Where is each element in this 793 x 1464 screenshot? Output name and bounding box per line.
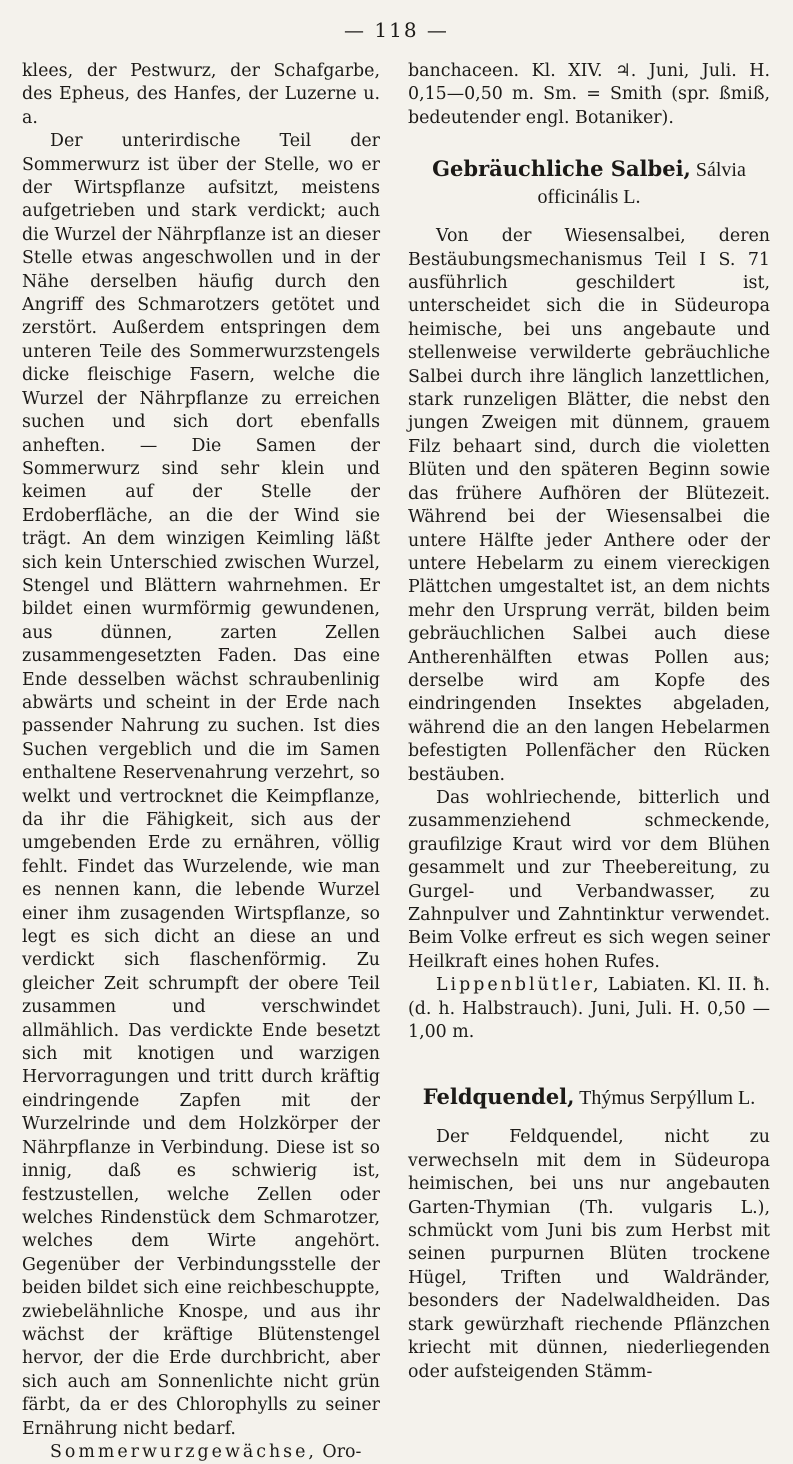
family-name-rest: Labiaten. Kl. II. ħ. (d. h. Halbstrauch). Juni, Juli. H. 0,50 — 1,00 m. — [408, 975, 770, 1043]
heading-latin: Sálvia officinális L. — [537, 159, 746, 209]
paragraph: Der Feldquendel, nicht zu verwechseln mit dem in Südeuropa heimischen, bei uns nur angebauten Garten-Thymian (Th. vulgaris L.), schmückt vom Juni bis zum Herbst mit seinen purpurnen Blüten trockene Hügel, Triften und Waldränder, besonders der Nadelwaldheiden. Das stark gewürzhaft riechende Pflänzchen kriecht mit dünnen, niederliegenden oder aufsteigenden Stämm- — [408, 1127, 770, 1382]
section-heading-feldquendel — [408, 1084, 770, 1112]
paragraph: Von der Wiesensalbei, deren Bestäubungsmechanismus Teil I S. 71 ausführlich geschildert ist, unterscheidet sich die in Südeuropa heimische, bei uns angebaute und stellenweise verwilderte gebräuchliche Salbei durch ihre länglich lanzettlichen, stark runzeligen Blätter, die nebst den jungen Zweigen mit dünnem, grauem Filz behaart sind, durch die violetten Blüten und den späteren Beginn sowie das frühere Aufhören der Blütezeit. Während bei der Wiesensalbei die untere Hälfte jeder Anthere oder der untere Hebelarm zu einem viereckigen Plättchen umgestaltet ist, an dem nichts mehr den Ursprung verrät, bilden beim gebräuchlichen Salbei auch diese Antherenhälften etwas Pollen aus; derselbe wird am Kopfe des eindringenden Insektes abgeladen, während die an den langen Hebelarmen befestigten Pollenfächer den Rücken bestäuben. — [408, 226, 770, 785]
right-column — [408, 60, 770, 1384]
heading-german: Gebräuchliche Salbei, — [432, 156, 691, 182]
heading-latin: Thýmus Serpýllum L. — [574, 1087, 756, 1110]
paragraph: klees, der Pestwurz, der Schafgarbe, des Epheus, des Hanfes, der Luzerne u. a. — [22, 61, 380, 128]
left-column — [22, 60, 380, 1464]
page-number: — 118 — — [344, 18, 449, 42]
paragraph — [22, 1441, 380, 1464]
heading-german: Feldquendel, — [422, 1084, 575, 1110]
family-name: Sommerwurzgewächse, — [50, 1441, 317, 1462]
paragraph: banchaceen. Kl. XIV. ♃. Juni, Juli. H. 0,15—0,50 m. Sm. = Smith (spr. ßmiß, bedeutender engl. Botaniker). — [408, 61, 770, 128]
paragraph — [408, 974, 770, 1044]
family-name: Lippenblütler, — [436, 975, 602, 996]
paragraph: Das wohlriechende, bitterlich und zusammenziehend schmeckende, graufilzige Kraut wird vor dem Blühen gesammelt und zur Theebereitung, zu Gurgel- und Verbandwasser, zu Zahnpulver und Zahntinktur verwendet. Beim Volke erfreut es sich wegen seiner Heilkraft eines hohen Rufes. — [408, 787, 770, 972]
paragraph: Der unterirdische Teil der Sommerwurz ist über der Stelle, wo er der Wirtspflanze aufsitzt, meistens aufgetrieben und stark verdickt; auch die Wurzel der Nährpflanze ist an dieser Stelle etwas angeschwollen und in der Nähe derselben häufig durch den Angriff des Schmarotzers getötet und zerstört. Außerdem entspringen dem unteren Teile des Sommerwurzstengels dicke fleischige Fasern, welche die Wurzel der Nährpflanze zu erreichen suchen und sich dort ebenfalls anheften. — Die Samen der Sommerwurz sind sehr klein und keimen auf der Stelle der Erdoberfläche, an die der Wind sie trägt. An dem winzigen Keimling läßt sich kein Unterschied zwischen Wurzel, Stengel und Blättern wahrnehmen. Er bildet einen wurmförmig gewundenen, aus dünnen, zarten Zellen zusammengesetzten Faden. Das eine Ende desselben wächst schraubenlinig abwärts und scheint in der Erde nach passender Nahrung zu suchen. Ist dies Suchen vergeblich und die im Samen enthaltene Reservenahrung verzehrt, so welkt und vertrocknet die Keimpflanze, da ihr die Fähigkeit, sich aus der umgebenden Erde zu ernähren, völlig fehlt. Findet das Wurzelende, wie man es nennen kann, die lebende Wurzel einer ihm zusagenden Wirtspflanze, so legt es sich dicht an diese an und verdickt sich flaschenförmig. Zu gleicher Zeit schrumpft der obere Teil zusammen und verschwindet allmählich. Das verdickte Ende besetzt sich mit knotigen und warzigen Hervorragungen und tritt durch kräftig eindringende Zapfen mit der Wurzelrinde und dem Holzkörper der Nährpflanze in Verbindung. Diese ist so innig, daß es schwierig ist, festzustellen, welche Zellen oder welches Rindenstück dem Schmarotzer, welches dem Wirte angehört. Gegenüber der Verbindungsstelle der beiden bildet sich eine reichbeschuppte, zwiebelähnliche Knospe, und aus ihr wächst der kräftige Blütenstengel hervor, der die Erde durchbricht, aber sich auch am Sonnenlichte nicht grün färbt, da er des Chlorophylls zu seiner Ernährung nicht bedarf. — [22, 131, 381, 1439]
section-heading-salbei — [408, 156, 770, 211]
family-name-rest: Oro- — [316, 1441, 362, 1462]
